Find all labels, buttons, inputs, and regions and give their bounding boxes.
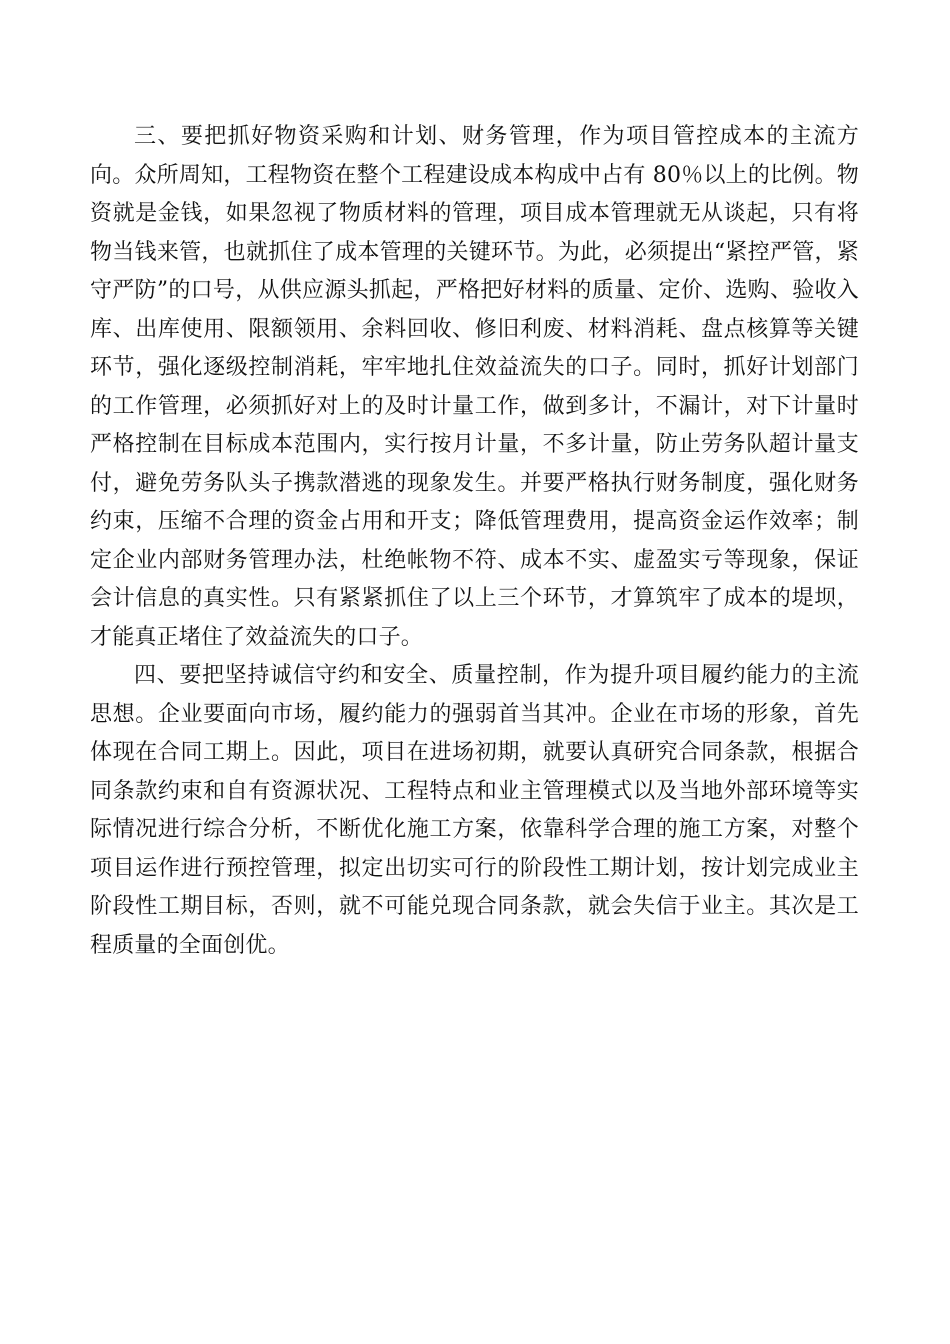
paragraph-4-integrity-quality: 四、要把坚持诚信守约和安全、质量控制，作为提升项目履约能力的主流思想。企业要面向市场，履约能力的强弱首当其冲。企业在市场的形象，首先体现在合同工期上。因此，项目在进场初期，就要认真研究合同条款，根据合同条款约束和自有资源状况、工程特点和业主管理模式以及当地外部环境等实际情况进行综合分析，不断优化施工方案，依靠科学合理的施工方案，对整个项目运作进行预控管理，拟定出切实可行的阶段性工期计划，按计划完成业主阶段性工期目标，否则，就不可能兑现合同条款，就会失信于业主。其次是工程质量的全面创优。: [90, 663, 859, 958]
document-body: [90, 118, 859, 965]
paragraph-3-material-finance: 三、要把抓好物资采购和计划、财务管理，作为项目管控成本的主流方向。众所周知，工程物资在整个工程建设成本构成中占有 80％以上的比例。物资就是金钱，如果忽视了物质材料的管理，项目成本管理就无从谈起，只有将物当钱来管，也就抓住了成本管理的关键环节。为此，必须提出“紧控严管，紧守严防”的口号，从供应源头抓起，严格把好材料的质量、定价、选购、验收入库、出库使用、限额领用、余料回收、修旧利废、材料消耗、盘点核算等关键环节，强化逐级控制消耗，牢牢地扎住效益流失的口子。同时，抓好计划部门的工作管理，必须抓好对上的及时计量工作，做到多计，不漏计，对下计量时严格控制在目标成本范围内，实行按月计量，不多计量，防止劳务队超计量支付，避免劳务队头子携款潜逃的现象发生。并要严格执行财务制度，强化财务约束，压缩不合理的资金占用和开支；降低管理费用，提高资金运作效率；制定企业内部财务管理办法，杜绝帐物不符、成本不实、虚盈实亏等现象，保证会计信息的真实性。只有紧紧抓住了以上三个环节，才算筑牢了成本的堤坝，才能真正堵住了效益流失的口子。: [90, 124, 859, 650]
